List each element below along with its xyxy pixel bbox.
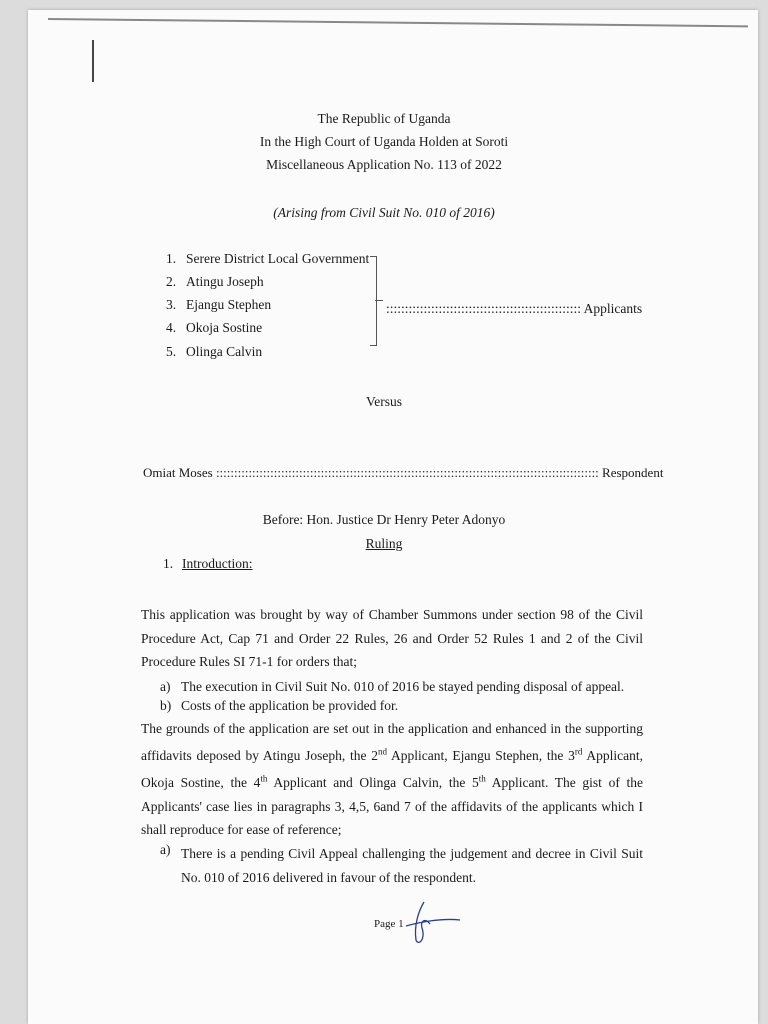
respondent-line: Omiat Moses :::::::::::::::::::::::::::::::::::::::::::::::::::::::::::::::::::::::::::::::::::::::::::::::::::::::::: Respondent — [143, 465, 664, 480]
applicant-name: Serere District Local Government — [186, 251, 370, 266]
header-republic: The Republic of Uganda — [317, 111, 451, 126]
before-judge: Before: Hon. Justice Dr Henry Peter Adonyo — [262, 512, 506, 527]
applicant-name: Atingu Joseph — [186, 274, 264, 289]
applicant-name: Okoja Sostine — [186, 320, 263, 335]
order-marker: a) — [160, 679, 171, 694]
order-marker: b) — [160, 698, 172, 713]
paragraph-intro: This application was brought by way of Chamber Summons under section 98 of the Civil Procedure Act, Cap 71 and Order 22 Rules, 26 and Order 52 Rules 1 and 2 of the Civil Procedure Rules SI 71-1 for orders that; — [141, 607, 643, 669]
header-court: In the High Court of Uganda Holden at Soroti — [259, 134, 509, 149]
signature-mark — [400, 900, 462, 946]
section-number: 1. — [163, 556, 174, 571]
header-arising: (Arising from Civil Suit No. 010 of 2016) — [273, 205, 495, 220]
applicant-num: 2. — [166, 274, 177, 289]
order-text: Costs of the application be provided for. — [181, 698, 399, 713]
applicant-num: 5. — [166, 344, 177, 359]
applicant-num: 4. — [166, 320, 177, 335]
page-label: Page 1 — [374, 918, 404, 930]
versus: Versus — [366, 394, 402, 409]
paragraph-grounds — [141, 717, 643, 842]
section-title: Introduction: — [182, 556, 253, 571]
scan-edge-line — [48, 18, 748, 27]
ground-marker: a) — [160, 842, 171, 857]
applicant-name: Ejangu Stephen — [186, 297, 272, 312]
applicants-label: :::::::::::::::::::::::::::::::::::::::::::::::::::: Applicants — [386, 301, 643, 316]
applicant-name: Olinga Calvin — [186, 344, 263, 359]
ruling-heading: Ruling — [365, 536, 403, 551]
header-application-no: Miscellaneous Application No. 113 of 2022 — [266, 157, 502, 172]
order-text: The execution in Civil Suit No. 010 of 2016 be stayed pending disposal of appeal. — [181, 679, 625, 694]
applicant-num: 3. — [166, 297, 177, 312]
applicant-num: 1. — [166, 251, 177, 266]
scan-mark — [92, 40, 94, 82]
ground-text: There is a pending Civil Appeal challenging the judgement and decree in Civil Suit No. 010 of 2016 delivered in favour of the respondent. — [181, 846, 643, 885]
paragraph-grounds-text: The grounds of the application are set out in the application and enhanced in the supporting affidavits deposed by Atingu Joseph, the 2nd Applicant, Ejangu Stephen, the 3rd Applicant, Okoja Sostine, the 4th Applicant and Olinga Calvin, the 5th Applicant. The gist of the Applicants' case lies in paragraphs 3, 4,5, 6and 7 of the affidavits of the applicants which I shall reproduce for ease of reference; — [141, 721, 644, 837]
applicants-bracket-tick — [375, 300, 383, 301]
